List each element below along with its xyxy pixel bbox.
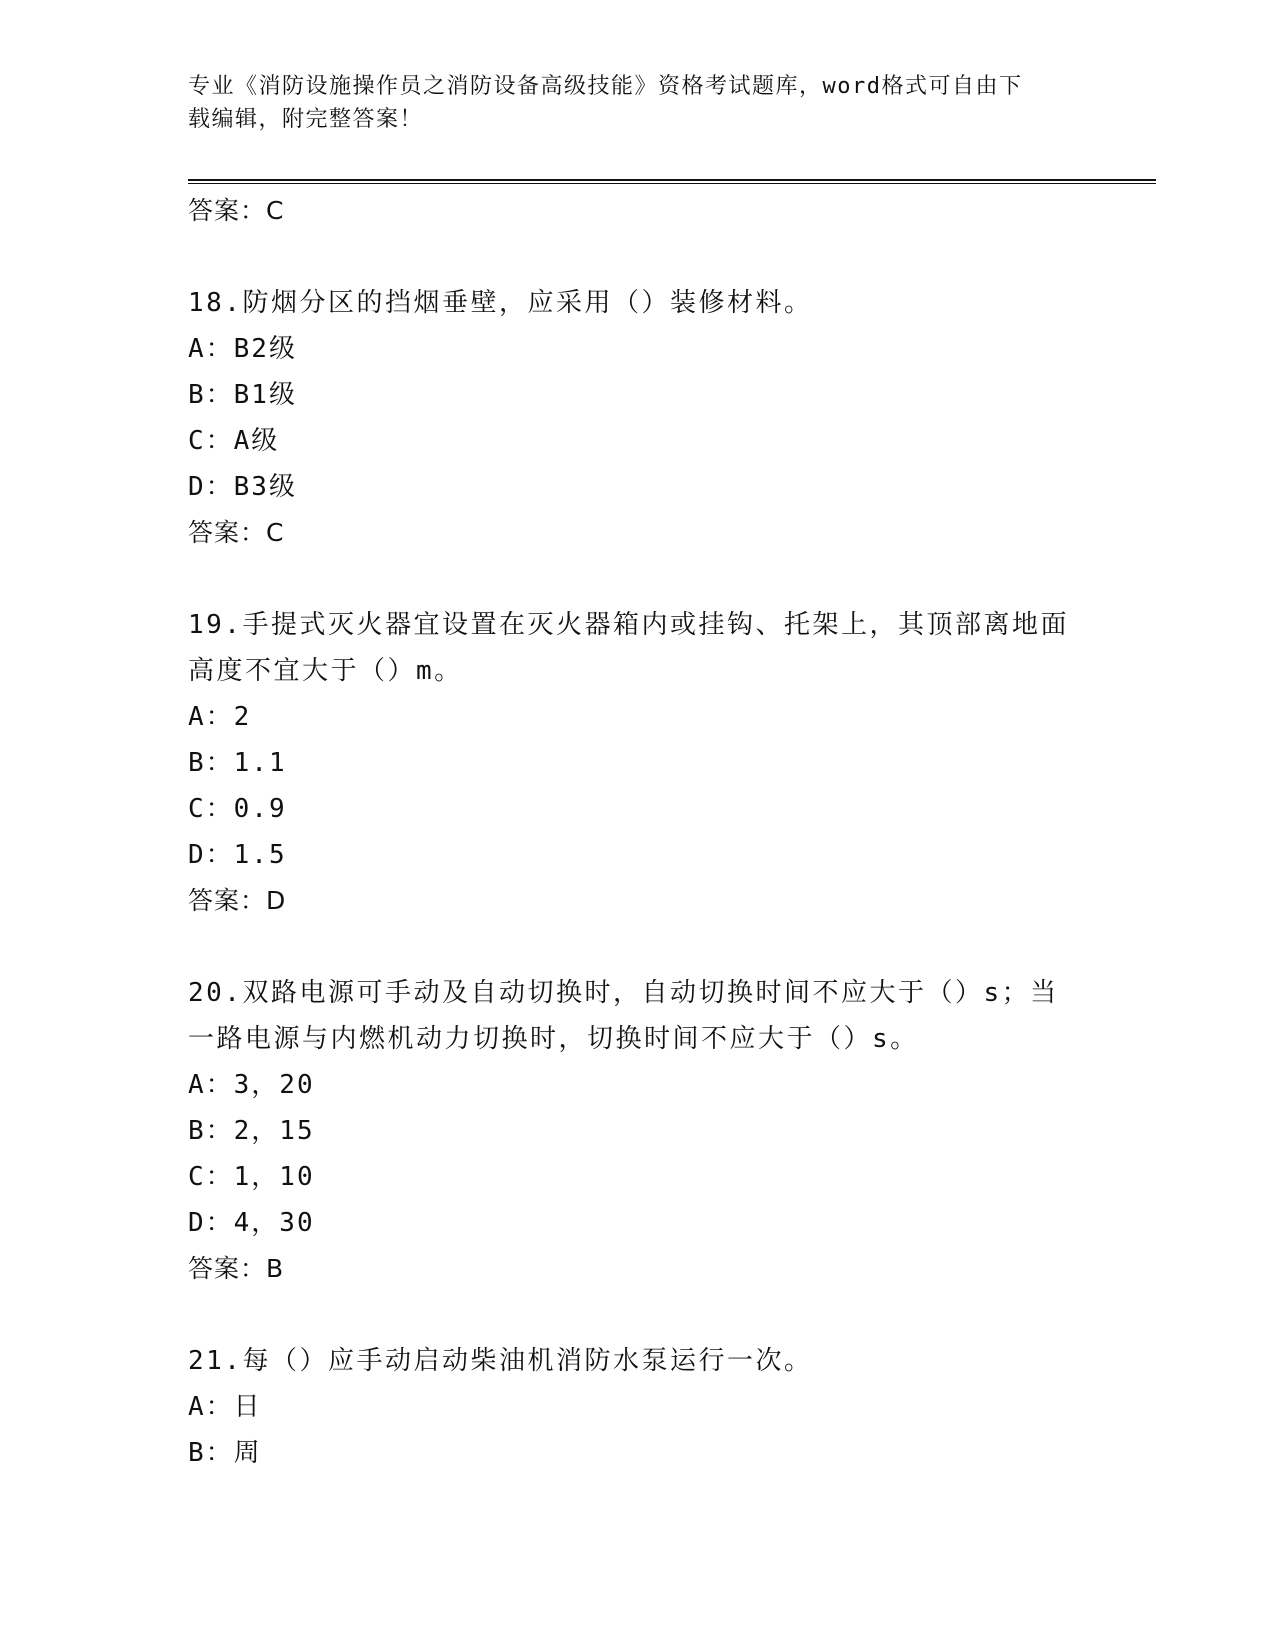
option-c: C：0.9	[188, 794, 287, 824]
option-a: A：B2级	[188, 334, 297, 364]
question-21	[188, 1338, 1088, 1476]
answer-line: 答案：D	[188, 886, 287, 915]
question-20	[188, 970, 1088, 1292]
question-stem-line-1: 20.双路电源可手动及自动切换时，自动切换时间不应大于（）s；当	[188, 978, 1059, 1008]
option-b: B：B1级	[188, 380, 297, 410]
header-divider-thin	[188, 183, 1156, 184]
option-a: A：2	[188, 702, 252, 732]
option-d: D：B3级	[188, 472, 297, 502]
answer-line: 答案：C	[188, 518, 285, 547]
answer-line: 答案：C	[188, 196, 285, 225]
option-c: C：1，10	[188, 1162, 315, 1192]
option-b: B：1.1	[188, 748, 287, 778]
question-stem-line-1: 19.手提式灭火器宜设置在灭火器箱内或挂钩、托架上，其顶部离地面	[188, 610, 1069, 640]
document-body	[188, 188, 1088, 1476]
question-stem: 21.每（）应手动启动柴油机消防水泵运行一次。	[188, 1346, 813, 1376]
header-line-2: 载编辑，附完整答案！	[188, 107, 424, 132]
option-b: B：2，15	[188, 1116, 315, 1146]
option-d: D：4，30	[188, 1208, 315, 1238]
option-c: C：A级	[188, 426, 280, 456]
question-18	[188, 280, 1088, 556]
header-line-1: 专业《消防设施操作员之消防设备高级技能》资格考试题库，word格式可自由下	[188, 74, 1023, 99]
question-stem-line-2: 一路电源与内燃机动力切换时，切换时间不应大于（）s。	[188, 1024, 919, 1054]
document-header	[188, 70, 1088, 136]
header-divider-thick	[188, 179, 1156, 181]
answer-line: 答案：B	[188, 1254, 285, 1283]
option-a: A：日	[188, 1392, 262, 1422]
option-b: B：周	[188, 1438, 262, 1468]
option-a: A：3，20	[188, 1070, 315, 1100]
option-d: D：1.5	[188, 840, 287, 870]
question-stem-line-2: 高度不宜大于（）m。	[188, 656, 463, 686]
question-19	[188, 602, 1088, 924]
question-stem: 18.防烟分区的挡烟垂壁，应采用（）装修材料。	[188, 288, 813, 318]
